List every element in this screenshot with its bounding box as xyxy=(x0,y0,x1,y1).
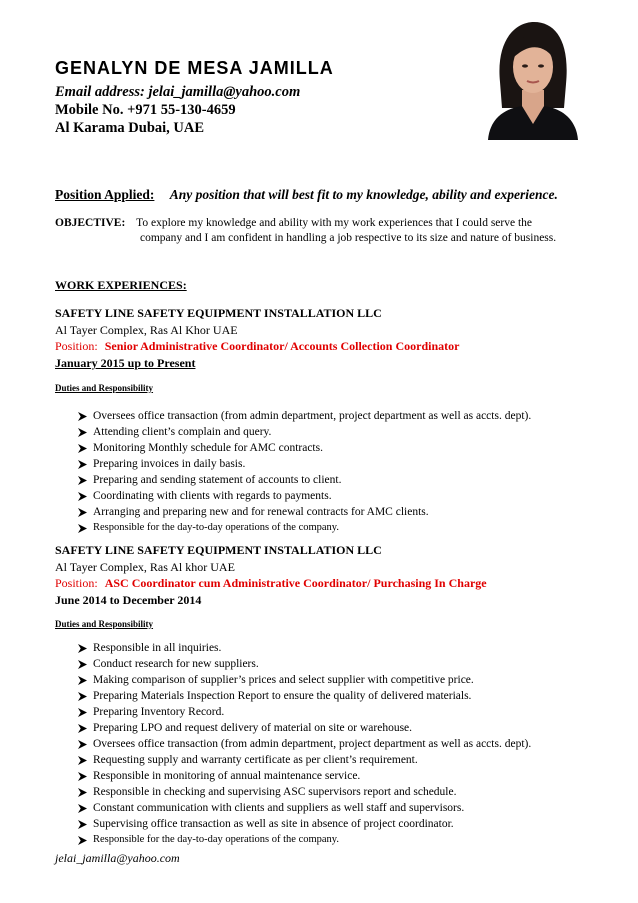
arrow-bullet-icon xyxy=(78,524,87,533)
list-item: Oversees office transaction (from admin department, project department as well as accts. dept). xyxy=(78,408,618,424)
arrow-bullet-icon xyxy=(78,676,87,685)
arrow-bullet-icon xyxy=(78,724,87,733)
arrow-bullet-icon xyxy=(78,788,87,797)
position-applied-value: Any position that will best fit to my knowledge, ability and experience. xyxy=(169,187,558,202)
list-item: Responsible in monitoring of annual maintenance service. xyxy=(78,768,618,784)
arrow-bullet-icon xyxy=(78,740,87,749)
job-2-duties-list xyxy=(78,640,618,848)
arrow-bullet-icon xyxy=(78,460,87,469)
list-item: Monitoring Monthly schedule for AMC contracts. xyxy=(78,440,618,456)
objective xyxy=(55,217,615,244)
list-item: Supervising office transaction as well as site in absence of project coordinator. xyxy=(78,816,618,832)
list-item: Preparing Materials Inspection Report to ensure the quality of delivered materials. xyxy=(78,688,618,704)
objective-line1: To explore my knowledge and ability with my work experiences that I could serve the xyxy=(136,217,533,229)
list-item: Responsible in checking and supervising ASC supervisors report and schedule. xyxy=(78,784,618,800)
list-item: Responsible for the day-to-day operations of the company. xyxy=(78,520,618,536)
arrow-bullet-icon xyxy=(78,444,87,453)
arrow-bullet-icon xyxy=(78,756,87,765)
position-applied xyxy=(55,187,615,203)
list-item: Preparing invoices in daily basis. xyxy=(78,456,618,472)
arrow-bullet-icon xyxy=(78,508,87,517)
arrow-bullet-icon xyxy=(78,804,87,813)
job-1-duties-label: Duties and Responsibility xyxy=(55,383,154,393)
list-item: Preparing Inventory Record. xyxy=(78,704,618,720)
arrow-bullet-icon xyxy=(78,644,87,653)
arrow-bullet-icon xyxy=(78,660,87,669)
list-item: Responsible in all inquiries. xyxy=(78,640,618,656)
list-item: Preparing and sending statement of accounts to client. xyxy=(78,472,618,488)
list-item: Conduct research for new suppliers. xyxy=(78,656,618,672)
job-1-duties-list xyxy=(78,408,618,536)
job-2-position xyxy=(55,576,487,591)
arrow-bullet-icon xyxy=(78,476,87,485)
list-item: Attending client’s complain and query. xyxy=(78,424,618,440)
job-2-company: SAFETY LINE SAFETY EQUIPMENT INSTALLATION LLC xyxy=(55,543,382,557)
address-line: Al Karama Dubai, UAE xyxy=(55,120,205,136)
position-applied-label: Position Applied: xyxy=(55,187,155,202)
objective-label: OBJECTIVE: xyxy=(55,217,126,229)
list-item: Responsible for the day-to-day operations of the company. xyxy=(78,832,618,848)
job-2-period: June 2014 to December 2014 xyxy=(55,593,202,607)
list-item: Making comparison of supplier’s prices and select supplier with competitive price. xyxy=(78,672,618,688)
arrow-bullet-icon xyxy=(78,412,87,421)
footer-email: jelai_jamilla@yahoo.com xyxy=(55,851,180,865)
job-1-position xyxy=(55,339,459,354)
job-1-location: Al Tayer Complex, Ras Al Khor UAE xyxy=(55,323,238,337)
arrow-bullet-icon xyxy=(78,708,87,717)
list-item: Oversees office transaction (from admin department, project department as well as accts. dept). xyxy=(78,736,618,752)
arrow-bullet-icon xyxy=(78,772,87,781)
job-2-location: Al Tayer Complex, Ras Al khor UAE xyxy=(55,560,235,574)
applicant-name: GENALYN DE MESA JAMILLA xyxy=(55,58,334,78)
email-line: Email address: jelai_jamilla@yahoo.com xyxy=(55,84,301,100)
job-1-company: SAFETY LINE SAFETY EQUIPMENT INSTALLATION LLC xyxy=(55,306,382,320)
profile-photo xyxy=(478,12,586,140)
job-2-position-title: ASC Coordinator cum Administrative Coordinator/ Purchasing In Charge xyxy=(104,576,487,590)
list-item: Arranging and preparing new and for renewal contracts for AMC clients. xyxy=(78,504,618,520)
arrow-bullet-icon xyxy=(78,428,87,437)
arrow-bullet-icon xyxy=(78,692,87,701)
job-2-duties-label: Duties and Responsibility xyxy=(55,619,154,629)
job-2-position-label: Position: xyxy=(55,576,98,590)
arrow-bullet-icon xyxy=(78,492,87,501)
arrow-bullet-icon xyxy=(78,836,87,845)
list-item: Preparing LPO and request delivery of material on site or warehouse. xyxy=(78,720,618,736)
list-item: Requesting supply and warranty certificate as per client’s requirement. xyxy=(78,752,618,768)
work-experiences-heading: WORK EXPERIENCES: xyxy=(55,278,187,292)
job-1-position-label: Position: xyxy=(55,339,98,353)
arrow-bullet-icon xyxy=(78,820,87,829)
objective-line2: company and I am confident in handling a job respective to its size and nature of business. xyxy=(140,232,557,244)
job-1-position-title: Senior Administrative Coordinator/ Accounts Collection Coordinator xyxy=(104,339,460,353)
list-item: Constant communication with clients and suppliers as well staff and supervisors. xyxy=(78,800,618,816)
mobile-line: Mobile No. +971 55-130-4659 xyxy=(55,102,236,118)
job-1-period: January 2015 up to Present xyxy=(55,356,196,370)
list-item: Coordinating with clients with regards to payments. xyxy=(78,488,618,504)
